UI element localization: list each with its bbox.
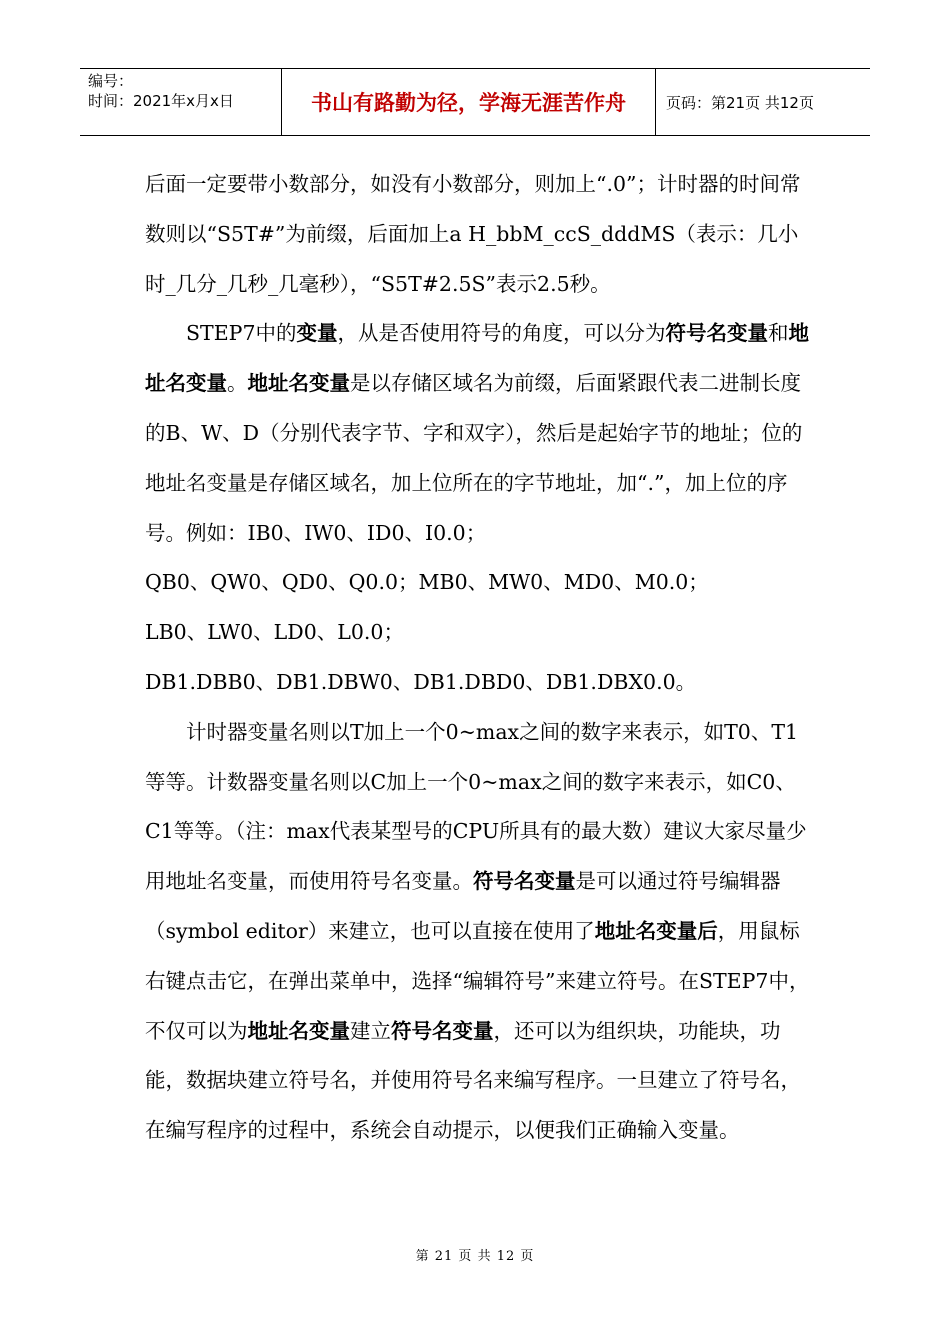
bold-term: 符号名变量 xyxy=(391,1018,494,1043)
bold-term: 符号名变量 xyxy=(473,869,576,894)
header-meta xyxy=(80,69,282,135)
text-span: ，还可以为组织块，功能块，功能，数据块建立符号名，并使用符号名来编写程序。一旦建立了符号名，在编写程序的过程中，系统会自动提示，以便我们正确输入变量。 xyxy=(145,1018,801,1143)
bold-term: 地址名变量 xyxy=(145,321,810,396)
text-span: 建立 xyxy=(350,1018,391,1043)
text-span: 是可以通过符号编辑器（symbol editor）来建立，也可以直接在使用了 xyxy=(145,869,781,943)
text-span: 。 xyxy=(227,371,248,396)
page-header xyxy=(80,68,870,136)
text-span: STEP7中的 xyxy=(186,321,297,346)
bold-term: 地址名变量 xyxy=(247,1018,350,1043)
document-body xyxy=(145,160,815,1156)
number-label: 编号： xyxy=(88,72,134,90)
bold-term: 变量 xyxy=(296,321,338,346)
paragraph-3 xyxy=(145,708,815,1156)
paragraph-2 xyxy=(145,309,815,558)
bold-term: 地址名变量 xyxy=(247,371,350,396)
header-page-info: 页码：第21页 共12页 xyxy=(666,93,814,112)
address-line-db: DB1.DBB0、DB1.DBW0、DB1.DBD0、DB1.DBX0.0。 xyxy=(145,669,697,694)
text-span: 和 xyxy=(768,321,789,346)
text-span: ，从是否使用符号的角度，可以分为 xyxy=(337,321,666,346)
address-line-q-m: QB0、QW0、QD0、Q0.0；MB0、MW0、MD0、M0.0； xyxy=(145,570,709,595)
header-motto: 书山有路勤为径，学海无涯苦作舟 xyxy=(282,69,656,135)
time-label: 时间：2021年x月x日 xyxy=(88,92,234,110)
text-span: 是以存储区域名为前缀，后面紧跟代表二进制长度的B、W、D（分别代表字节、字和双字），然后是起始字节的地址；位的地址名变量是存储区域名，加上位所在的字节地址，加“.”，加上位的序号。例如：IB0、IW0、ID0、I0.0； xyxy=(145,371,803,545)
text-span: ，用鼠标右键点击它，在弹出菜单中，选择“编辑符号”来建立符号。在STEP7中，不仅可以为 xyxy=(145,918,810,1043)
paragraph-1: 后面一定要带小数部分，如没有小数部分，则加上“.0”；计时器的时间常数则以“S5T#”为前缀，后面加上a H_bbM_ccS_dddMS（表示：几小时_几分_几秒_几毫秒），“S5T#2.5S”表示2.5秒。 xyxy=(145,172,801,296)
bold-term: 地址名变量后 xyxy=(594,918,718,943)
address-line-l: LB0、LW0、LD0、L0.0； xyxy=(145,620,404,645)
bold-term: 符号名变量 xyxy=(665,321,769,346)
text-span: 计时器变量名则以T加上一个0~max之间的数字来表示，如T0、T1等等。计数器变量名则以C加上一个0~max之间的数字来表示，如C0、C1等等。（注：max代表某型号的CPU所具有的最大数）建议大家尽量少用地址名变量，而使用符号名变量。 xyxy=(145,719,807,894)
page-footer: 第 21 页 共 12 页 xyxy=(415,1249,535,1264)
